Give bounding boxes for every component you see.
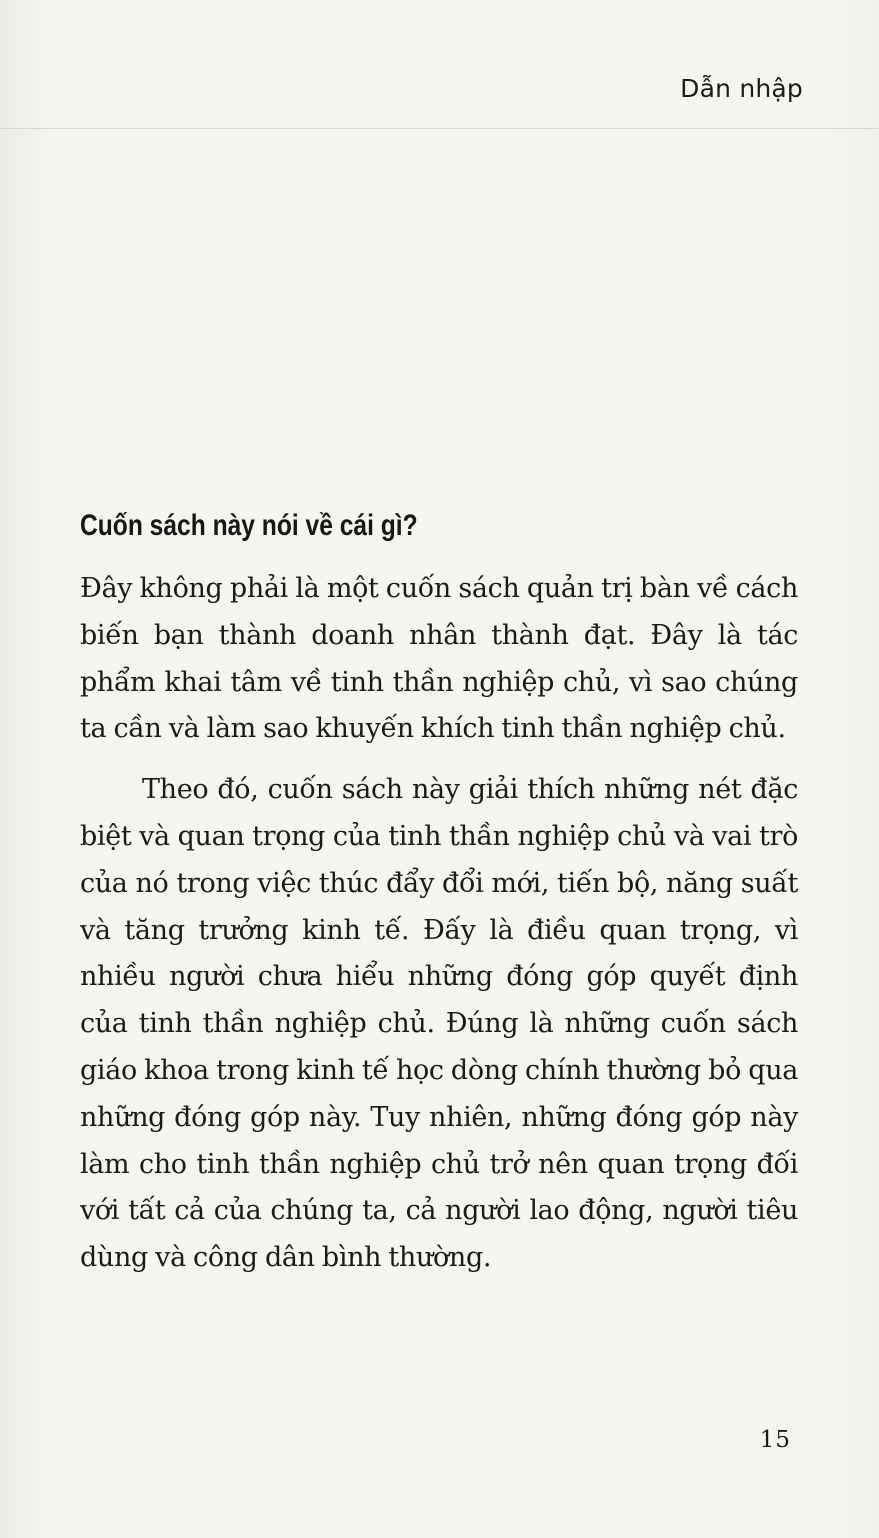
page-body: [80, 500, 798, 1282]
header-divider: [0, 128, 879, 129]
paragraph-1: Đây không phải là một cuốn sách quản trị bàn về cách biến bạn thành doanh nhân thành đạt. Đây là tác phẩm khai tâm về tinh thần nghiệp chủ, vì sao chúng ta cần và làm sao khuyến khích tinh thần nghiệp chủ.: [80, 573, 798, 745]
section-heading: Cuốn sách này nói về cái gì?: [80, 509, 418, 542]
running-header: Dẫn nhập: [680, 74, 803, 103]
page-number: 15: [759, 1427, 791, 1453]
paragraph-2: Theo đó, cuốn sách này giải thích những nét đặc biệt và quan trọng của tinh thần nghiệp chủ và vai trò của nó trong việc thúc đẩy đổi mới, tiến bộ, năng suất và tăng trưởng kinh tế. Đấy là điều quan trọng, vì nhiều người chưa hiểu những đóng góp quyết định của tinh thần nghiệp chủ. Đúng là những cuốn sách giáo khoa trong kinh tế học dòng chính thường bỏ qua những đóng góp này. Tuy nhiên, những đóng góp này làm cho tinh thần nghiệp chủ trở nên quan trọng đối với tất cả của chúng ta, cả người lao động, người tiêu dùng và công dân bình thường.: [80, 774, 798, 1274]
